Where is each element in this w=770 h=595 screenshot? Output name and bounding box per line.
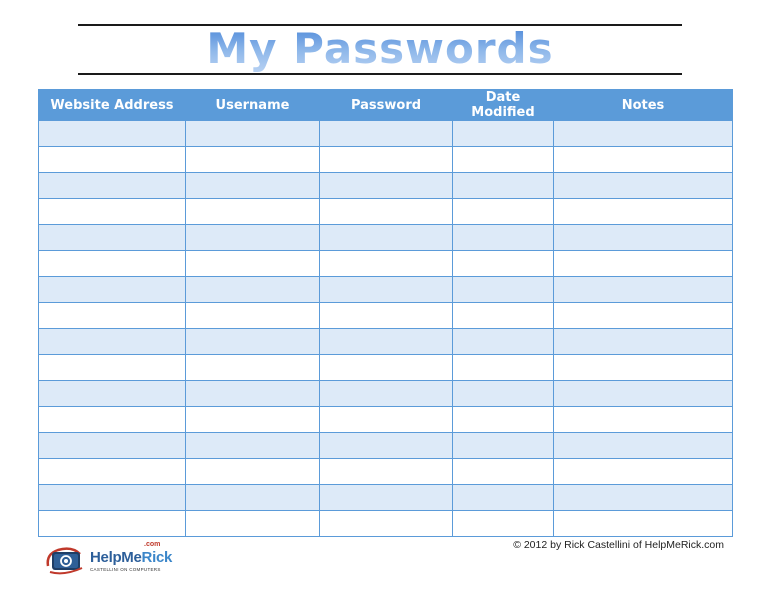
cell-website-address[interactable] [39, 251, 186, 277]
helpmerick-logo [44, 540, 174, 578]
cell-date-modified[interactable] [453, 173, 554, 199]
table-row [39, 303, 733, 329]
cell-password[interactable] [320, 485, 453, 511]
cell-date-modified[interactable] [453, 147, 554, 173]
cell-website-address[interactable] [39, 407, 186, 433]
table-row [39, 121, 733, 147]
cell-username[interactable] [186, 407, 320, 433]
cell-date-modified[interactable] [453, 459, 554, 485]
cell-website-address[interactable] [39, 225, 186, 251]
cell-date-modified[interactable] [453, 355, 554, 381]
cell-password[interactable] [320, 199, 453, 225]
password-table [38, 89, 733, 537]
cell-date-modified[interactable] [453, 433, 554, 459]
table-row [39, 511, 733, 537]
title-rule-bottom [78, 73, 682, 75]
table-row [39, 173, 733, 199]
cell-notes[interactable] [554, 381, 733, 407]
cell-password[interactable] [320, 251, 453, 277]
cell-date-modified[interactable] [453, 277, 554, 303]
cell-username[interactable] [186, 329, 320, 355]
logo-dot-com: .com [144, 541, 161, 548]
header-password: Password [320, 90, 453, 121]
cell-notes[interactable] [554, 147, 733, 173]
cell-notes[interactable] [554, 277, 733, 303]
logo-brand-main: HelpMe [90, 549, 142, 566]
cell-date-modified[interactable] [453, 251, 554, 277]
cell-notes[interactable] [554, 355, 733, 381]
cell-website-address[interactable] [39, 381, 186, 407]
cell-password[interactable] [320, 225, 453, 251]
cell-username[interactable] [186, 485, 320, 511]
cell-notes[interactable] [554, 303, 733, 329]
table-header-row [39, 90, 733, 121]
cell-website-address[interactable] [39, 355, 186, 381]
logo-brand [90, 549, 172, 566]
cell-notes[interactable] [554, 173, 733, 199]
cell-date-modified[interactable] [453, 407, 554, 433]
cell-website-address[interactable] [39, 121, 186, 147]
header-username: Username [186, 90, 320, 121]
cell-date-modified[interactable] [453, 381, 554, 407]
cell-username[interactable] [186, 511, 320, 537]
cell-notes[interactable] [554, 459, 733, 485]
cell-website-address[interactable] [39, 485, 186, 511]
cell-notes[interactable] [554, 407, 733, 433]
cell-date-modified[interactable] [453, 485, 554, 511]
cell-username[interactable] [186, 355, 320, 381]
table-row [39, 251, 733, 277]
header-date-modified: Date Modified [453, 90, 554, 121]
cell-notes[interactable] [554, 485, 733, 511]
cell-password[interactable] [320, 381, 453, 407]
table-row [39, 355, 733, 381]
page-title: My Passwords [78, 24, 682, 73]
cell-password[interactable] [320, 277, 453, 303]
cell-password[interactable] [320, 121, 453, 147]
cell-notes[interactable] [554, 121, 733, 147]
cell-username[interactable] [186, 147, 320, 173]
logo-brand-accent: Rick [141, 549, 173, 566]
cell-date-modified[interactable] [453, 511, 554, 537]
table-row [39, 407, 733, 433]
cell-notes[interactable] [554, 199, 733, 225]
cell-website-address[interactable] [39, 303, 186, 329]
table-row [39, 485, 733, 511]
cell-password[interactable] [320, 459, 453, 485]
table-body [39, 121, 733, 537]
header-website-address: Website Address [39, 90, 186, 121]
cell-password[interactable] [320, 355, 453, 381]
cell-date-modified[interactable] [453, 225, 554, 251]
cell-website-address[interactable] [39, 329, 186, 355]
cell-password[interactable] [320, 511, 453, 537]
cell-website-address[interactable] [39, 173, 186, 199]
cell-website-address[interactable] [39, 147, 186, 173]
cell-username[interactable] [186, 173, 320, 199]
table-row [39, 459, 733, 485]
cell-username[interactable] [186, 459, 320, 485]
cell-date-modified[interactable] [453, 303, 554, 329]
cell-notes[interactable] [554, 329, 733, 355]
cell-date-modified[interactable] [453, 199, 554, 225]
table-row [39, 433, 733, 459]
cell-password[interactable] [320, 147, 453, 173]
cell-username[interactable] [186, 433, 320, 459]
cell-password[interactable] [320, 433, 453, 459]
table-row [39, 225, 733, 251]
logo-tagline: CASTELLINI ON COMPUTERS [90, 567, 161, 572]
copyright-credit: © 2012 by Rick Castellini of HelpMeRick.com [513, 539, 724, 551]
cell-password[interactable] [320, 303, 453, 329]
cell-website-address[interactable] [39, 459, 186, 485]
cell-username[interactable] [186, 199, 320, 225]
cell-username[interactable] [186, 303, 320, 329]
cell-website-address[interactable] [39, 433, 186, 459]
cell-notes[interactable] [554, 225, 733, 251]
helpmerick-logo-icon [44, 544, 86, 576]
cell-password[interactable] [320, 329, 453, 355]
table-row [39, 381, 733, 407]
table-row [39, 277, 733, 303]
cell-username[interactable] [186, 277, 320, 303]
header-notes: Notes [554, 90, 733, 121]
cell-username[interactable] [186, 225, 320, 251]
cell-password[interactable] [320, 173, 453, 199]
cell-website-address[interactable] [39, 511, 186, 537]
table-row [39, 147, 733, 173]
cell-notes[interactable] [554, 433, 733, 459]
cell-password[interactable] [320, 407, 453, 433]
cell-username[interactable] [186, 121, 320, 147]
cell-username[interactable] [186, 251, 320, 277]
cell-website-address[interactable] [39, 199, 186, 225]
table-row [39, 199, 733, 225]
cell-notes[interactable] [554, 251, 733, 277]
cell-notes[interactable] [554, 511, 733, 537]
cell-username[interactable] [186, 381, 320, 407]
cell-website-address[interactable] [39, 277, 186, 303]
cell-date-modified[interactable] [453, 121, 554, 147]
table-row [39, 329, 733, 355]
cell-date-modified[interactable] [453, 329, 554, 355]
